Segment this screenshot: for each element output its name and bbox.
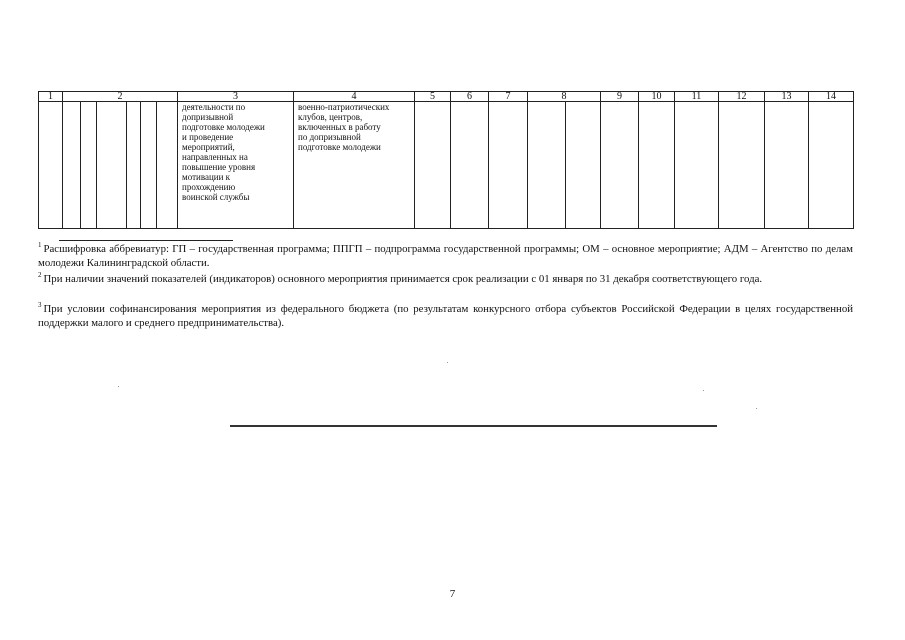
footnote-2	[38, 272, 853, 286]
table-cell	[765, 102, 809, 229]
footnote-3	[38, 302, 853, 330]
col-header-8: 8	[528, 92, 601, 102]
scan-speck	[118, 386, 119, 387]
footnote-number: 2	[38, 271, 42, 279]
footnote-1	[38, 242, 853, 270]
table-cell-description	[178, 102, 294, 229]
table-cell	[97, 102, 127, 229]
col-header-14: 14	[809, 92, 854, 102]
footnote-text: Расшифровка аббревиатур: ГП – государственная программа; ППГП – подпрограмма государственной программы; ОМ – основное мероприятие; АДМ – Агентство по делам молодежи Калининградской области.	[38, 243, 853, 269]
table-cell	[639, 102, 675, 229]
col-header-5: 5	[415, 92, 451, 102]
col-header-11: 11	[675, 92, 719, 102]
scan-speck	[703, 390, 704, 391]
col-header-7: 7	[489, 92, 528, 102]
table-cell	[157, 102, 178, 229]
end-of-document-line	[230, 425, 717, 427]
col-header-1: 1	[39, 92, 63, 102]
col-header-13: 13	[765, 92, 809, 102]
description-text: деятельности по допризывной подготовке молодежи и проведение мероприятий, направленных на повышение уровня мотивации к прохождению воинской службы	[182, 102, 265, 202]
col-header-4: 4	[294, 92, 415, 102]
table-cell	[141, 102, 157, 229]
table-cell	[127, 102, 141, 229]
data-table	[38, 91, 854, 229]
header-row	[39, 92, 854, 102]
table-cell	[63, 102, 81, 229]
table-cell-indicator	[294, 102, 415, 229]
footnote-text: При условии софинансирования мероприятия из федерального бюджета (по результатам конкурсного отбора субъектов Российской Федерации в целях государственной поддержки малого и среднего предпринимательства).	[38, 303, 853, 329]
col-header-3: 3	[178, 92, 294, 102]
table-cell	[566, 102, 601, 229]
indicator-text: военно-патриотических клубов, центров, включенных в работу по допризывной подготовке молодежи	[298, 102, 390, 152]
page-number: 7	[449, 588, 456, 600]
footnote-text: При наличии значений показателей (индикаторов) основного мероприятия принимается срок реализации с 01 января по 31 декабря соответствующего года.	[43, 273, 763, 285]
table-cell	[415, 102, 451, 229]
col-header-12: 12	[719, 92, 765, 102]
table-cell	[81, 102, 97, 229]
scan-speck	[447, 362, 448, 363]
col-header-10: 10	[639, 92, 675, 102]
footnote-number: 3	[38, 301, 42, 309]
table-cell	[489, 102, 528, 229]
table-cell	[451, 102, 489, 229]
footnote-separator	[59, 240, 233, 241]
table-cell	[719, 102, 765, 229]
table-cell	[39, 102, 63, 229]
table-cell	[809, 102, 854, 229]
table-row	[39, 102, 854, 229]
col-header-6: 6	[451, 92, 489, 102]
scan-speck	[756, 408, 757, 409]
table-cell	[675, 102, 719, 229]
col-header-2: 2	[63, 92, 178, 102]
table-cell	[601, 102, 639, 229]
footnote-number: 1	[38, 241, 42, 249]
col-header-9: 9	[601, 92, 639, 102]
table-cell	[528, 102, 566, 229]
